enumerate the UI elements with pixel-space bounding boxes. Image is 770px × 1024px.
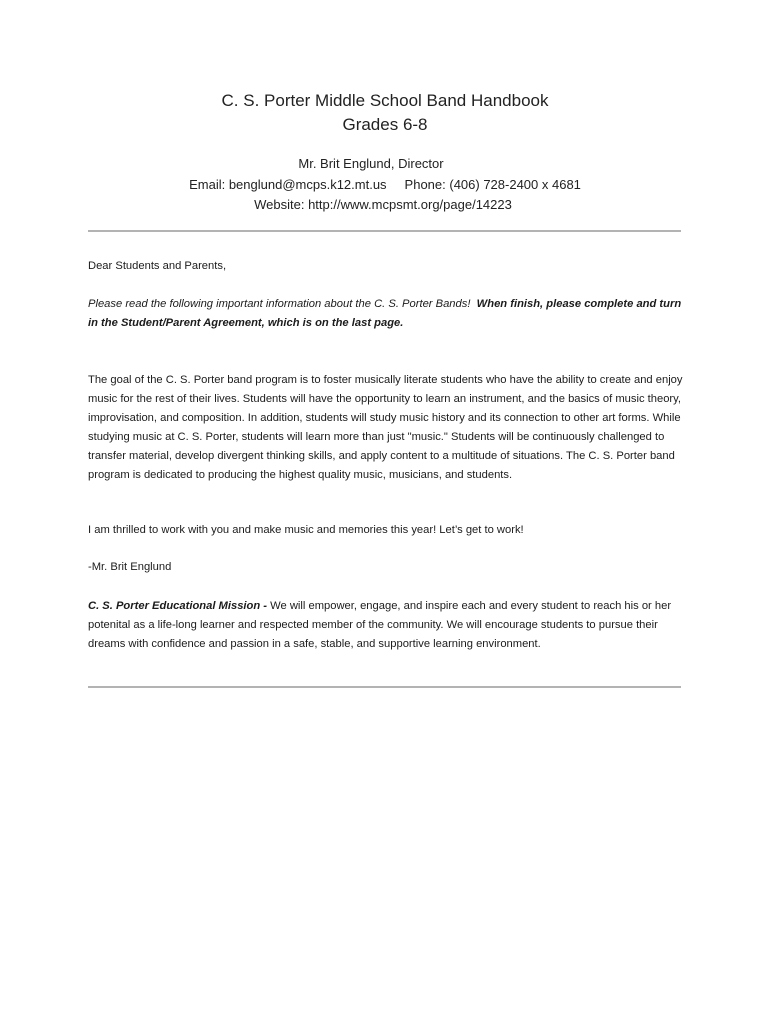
- salutation: Dear Students and Parents,: [88, 260, 227, 272]
- closing-sentence: I am thrilled to work with you and make music and memories this year! Let’s get to work!: [88, 524, 524, 536]
- notice-instruction: When finish, please complete and turn in the Student/Parent Agreement, which is on the last page.: [88, 298, 682, 329]
- document-title: C. S. Porter Middle School Band Handbook: [221, 91, 549, 110]
- email-text: Email: benglund@mcps.k12.mt.us: [189, 177, 387, 192]
- contact-line: [0, 176, 770, 194]
- header-divider: [88, 230, 681, 232]
- phone-text: Phone: (406) 728-2400 x 4681: [404, 177, 581, 192]
- mission-paragraph: [88, 597, 688, 654]
- notice-paragraph: [88, 295, 688, 333]
- goal-paragraph: The goal of the C. S. Porter band program is to foster musically literate students who have the ability to create and enjoy music for the rest of their lives. Students will have the opportunity to learn an instrument, and the basics of music theory, improvisation, and composition. In addition, students will study music history and its connection to other art forms. While studying music at C. S. Porter, students will learn more than just "music." Students will be continuously challenged to transfer material, develop divergent thinking skills, and apply content to a multitude of situations. The C. S. Porter band program is dedicated to producing the highest quality music, musicians, and students.: [88, 374, 683, 481]
- director-line: Mr. Brit Englund, Director: [298, 156, 444, 171]
- mission-text: We will empower, engage, and inspire each and every student to reach his or her potenital as a life-long learner and respected member of the community. We will encourage students to pursue their dreams with confidence and passion in a safe, stable, and supportive learning environment.: [88, 600, 672, 650]
- mission-label: C. S. Porter Educational Mission -: [88, 600, 268, 612]
- document-subtitle: Grades 6-8: [342, 115, 428, 134]
- footer-divider: [88, 686, 681, 688]
- website-line: Website: http://www.mcpsmt.org/page/14223: [254, 197, 512, 212]
- signature-line: -Mr. Brit Englund: [88, 561, 172, 573]
- notice-intro: Please read the following important information about the C. S. Porter Bands!: [88, 298, 471, 310]
